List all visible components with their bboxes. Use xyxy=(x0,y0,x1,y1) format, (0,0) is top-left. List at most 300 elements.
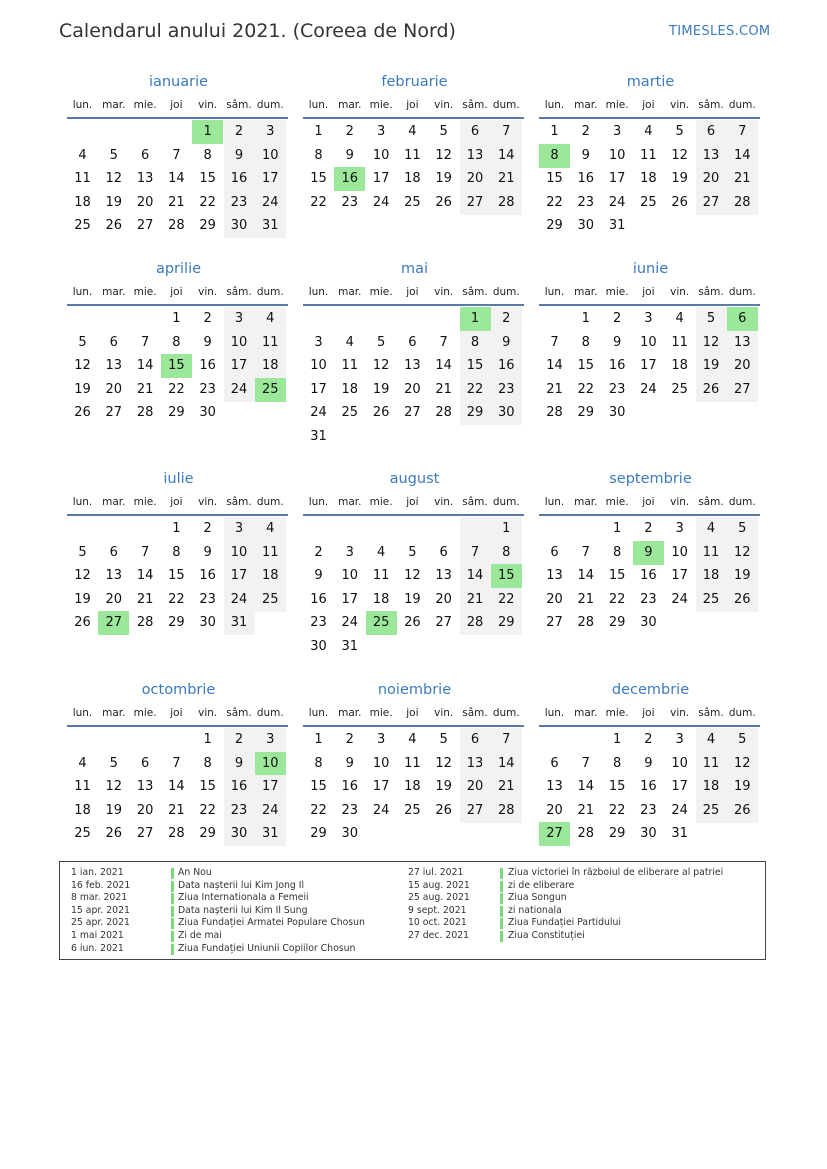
day-cell: 14 xyxy=(491,144,522,168)
day-cell: 16 xyxy=(640,568,657,584)
legend-marker xyxy=(171,893,174,904)
day-cell: 1 xyxy=(491,517,522,541)
day-cell: 18 xyxy=(255,564,286,588)
day-cell: 19 xyxy=(74,381,91,397)
weekday-label: dum. xyxy=(728,496,756,508)
day-cell: 8 xyxy=(581,334,590,350)
holiday-day-cell: 1 xyxy=(460,307,491,331)
day-cell: 17 xyxy=(372,171,390,187)
weekday-label: mar. xyxy=(574,496,598,508)
day-cell: 1 xyxy=(612,732,622,747)
day-cell: 23 xyxy=(640,802,657,818)
weekday-label: vin. xyxy=(434,496,454,508)
day-cell: 25 xyxy=(404,802,421,818)
day-cell: 4 xyxy=(78,755,87,771)
day-cell: 2 xyxy=(203,521,212,536)
day-cell: 19 xyxy=(727,775,758,799)
weekday-label: sâm. xyxy=(698,707,724,719)
weekday-label: mie. xyxy=(605,707,629,719)
weekday-label: joi xyxy=(642,286,655,298)
day-cell: 19 xyxy=(105,802,123,818)
weekday-label: vin. xyxy=(198,496,218,508)
weekday-label: vin. xyxy=(670,286,690,298)
day-cell: 11 xyxy=(696,541,727,565)
day-cell: 31 xyxy=(310,429,327,444)
day-cell: 6 xyxy=(109,334,118,350)
day-cell: 16 xyxy=(199,358,216,374)
holiday-day-cell: 8 xyxy=(539,144,570,168)
day-cell: 10 xyxy=(224,331,255,355)
day-cell: 18 xyxy=(74,194,91,210)
weekday-label: joi xyxy=(170,286,183,298)
weekday-label: dum. xyxy=(256,286,284,298)
day-cell: 31 xyxy=(341,639,359,654)
weekday-label: vin. xyxy=(670,496,690,508)
weekday-label: mar. xyxy=(338,707,362,719)
day-cell: 18 xyxy=(372,591,390,607)
day-cell: 6 xyxy=(550,755,559,771)
day-cell: 13 xyxy=(546,779,563,795)
day-cell: 26 xyxy=(372,405,390,421)
weekday-label: sâm. xyxy=(462,99,488,111)
day-cell: 21 xyxy=(136,381,154,397)
day-cell: 12 xyxy=(105,171,123,187)
day-cell: 7 xyxy=(172,755,181,771)
day-cell: 4 xyxy=(255,307,286,331)
legend-date: 9 sept. 2021 xyxy=(408,904,467,916)
day-cell: 17 xyxy=(224,354,255,378)
day-cell: 26 xyxy=(435,802,452,818)
day-cell: 29 xyxy=(577,405,595,421)
holiday-day-cell: 10 xyxy=(255,752,286,776)
day-cell: 10 xyxy=(671,544,688,560)
day-cell: 4 xyxy=(644,124,653,139)
month-name: noiembrie xyxy=(377,682,452,698)
day-cell: 21 xyxy=(460,588,491,612)
day-cell: 16 xyxy=(577,171,595,187)
day-cell: 14 xyxy=(168,171,185,187)
day-cell: 12 xyxy=(435,755,452,771)
day-cell: 23 xyxy=(224,799,255,823)
day-cell: 27 xyxy=(727,378,758,402)
day-cell: 22 xyxy=(460,378,491,402)
day-cell: 29 xyxy=(608,826,626,842)
weekday-label: vin. xyxy=(198,286,218,298)
weekday-label: lun. xyxy=(72,286,93,298)
legend-marker xyxy=(171,931,174,942)
day-cell: 26 xyxy=(696,378,727,402)
month-name: martie xyxy=(626,74,675,90)
weekday-label: joi xyxy=(170,707,183,719)
day-cell: 9 xyxy=(581,147,590,163)
legend-marker xyxy=(171,944,174,955)
weekday-label: sâm. xyxy=(226,286,252,298)
day-cell: 30 xyxy=(341,826,359,842)
weekday-label: vin. xyxy=(198,707,218,719)
weekday-label: dum. xyxy=(492,99,520,111)
weekday-label: lun. xyxy=(72,496,93,508)
day-cell: 1 xyxy=(172,311,181,326)
day-cell: 8 xyxy=(172,334,181,350)
day-cell: 30 xyxy=(224,822,255,846)
header-divider xyxy=(539,304,760,306)
weekday-label: dum. xyxy=(256,707,284,719)
site-link[interactable]: TIMESLES.COM xyxy=(669,24,771,39)
day-cell: 20 xyxy=(546,802,563,818)
day-cell: 8 xyxy=(314,147,323,163)
weekday-label: lun. xyxy=(544,99,565,111)
day-cell: 6 xyxy=(439,544,448,560)
day-cell: 27 xyxy=(546,615,563,631)
day-cell: 24 xyxy=(341,615,359,631)
day-cell: 25 xyxy=(640,194,657,210)
legend-marker xyxy=(171,906,174,917)
weekday-label: lun. xyxy=(544,286,565,298)
weekday-label: mie. xyxy=(605,286,629,298)
weekday-label: sâm. xyxy=(698,496,724,508)
legend-holiday-name: Ziua Songun xyxy=(508,892,567,904)
day-cell: 15 xyxy=(546,171,563,187)
day-cell: 19 xyxy=(74,591,91,607)
weekday-label: mie. xyxy=(133,286,157,298)
day-cell: 11 xyxy=(404,755,421,771)
weekday-label: dum. xyxy=(728,286,756,298)
legend-date: 27 iul. 2021 xyxy=(408,867,464,878)
day-cell: 17 xyxy=(341,591,359,607)
day-cell: 5 xyxy=(439,124,448,139)
day-cell: 15 xyxy=(608,779,626,795)
day-cell: 30 xyxy=(577,218,595,234)
legend-date: 25 aug. 2021 xyxy=(408,892,470,904)
day-cell: 13 xyxy=(105,358,123,374)
day-cell: 7 xyxy=(491,728,522,752)
day-cell: 16 xyxy=(640,779,657,795)
weekday-label: dum. xyxy=(256,99,284,111)
page-title: Calendarul anului 2021. (Coreea de Nord) xyxy=(59,20,456,42)
day-cell: 21 xyxy=(577,802,595,818)
day-cell: 17 xyxy=(372,779,390,795)
day-cell: 24 xyxy=(671,802,688,818)
day-cell: 12 xyxy=(372,358,390,374)
weekday-label: sâm. xyxy=(462,286,488,298)
day-cell: 25 xyxy=(404,194,421,210)
day-cell: 28 xyxy=(136,615,154,631)
day-cell: 14 xyxy=(168,779,185,795)
day-cell: 27 xyxy=(460,191,491,215)
day-cell: 22 xyxy=(491,588,522,612)
day-cell: 6 xyxy=(109,544,118,560)
header-divider xyxy=(303,514,524,516)
day-cell: 3 xyxy=(376,124,386,139)
weekday-label: joi xyxy=(406,99,419,111)
day-cell: 20 xyxy=(136,802,154,818)
day-cell: 25 xyxy=(74,218,91,234)
day-cell: 22 xyxy=(199,802,216,818)
day-cell: 17 xyxy=(255,167,286,191)
day-cell: 7 xyxy=(439,334,448,350)
weekday-label: sâm. xyxy=(698,99,724,111)
day-cell: 13 xyxy=(105,568,123,584)
weekday-label: joi xyxy=(406,496,419,508)
day-cell: 27 xyxy=(435,615,452,631)
day-cell: 4 xyxy=(696,517,727,541)
day-cell: 31 xyxy=(671,826,688,842)
day-cell: 23 xyxy=(608,381,626,397)
month-name: mai xyxy=(400,261,429,277)
holiday-day-cell: 27 xyxy=(539,822,570,846)
legend-date: 8 mar. 2021 xyxy=(71,892,128,904)
weekday-label: dum. xyxy=(728,707,756,719)
day-cell: 29 xyxy=(608,615,626,631)
legend-holiday-name: Data nașterii lui Kim Il Sung xyxy=(178,904,308,916)
day-cell: 26 xyxy=(105,826,123,842)
day-cell: 12 xyxy=(727,752,758,776)
day-cell: 31 xyxy=(255,214,286,238)
weekday-label: lun. xyxy=(544,496,565,508)
day-cell: 28 xyxy=(577,615,595,631)
day-cell: 12 xyxy=(671,147,688,163)
legend-marker xyxy=(500,881,503,892)
day-cell: 19 xyxy=(372,381,390,397)
day-cell: 11 xyxy=(255,541,286,565)
day-cell: 9 xyxy=(345,147,354,163)
day-cell: 17 xyxy=(310,381,327,397)
day-cell: 16 xyxy=(224,167,255,191)
day-cell: 21 xyxy=(435,381,452,397)
day-cell: 22 xyxy=(168,591,185,607)
weekday-label: mar. xyxy=(102,496,126,508)
weekday-label: mar. xyxy=(574,707,598,719)
day-cell: 2 xyxy=(581,124,590,139)
day-cell: 3 xyxy=(224,307,255,331)
day-cell: 8 xyxy=(612,544,622,560)
legend-holiday-name: Ziua Fundației Armatei Populare Chosun xyxy=(178,917,365,929)
day-cell: 29 xyxy=(199,826,216,842)
day-cell: 10 xyxy=(224,541,255,565)
day-cell: 19 xyxy=(696,354,727,378)
header-divider xyxy=(539,117,760,119)
weekday-label: mar. xyxy=(338,286,362,298)
day-cell: 17 xyxy=(640,358,657,374)
day-cell: 25 xyxy=(696,588,727,612)
day-cell: 8 xyxy=(314,755,323,771)
weekday-label: mie. xyxy=(605,99,629,111)
legend-holiday-name: Data nașterii lui Kim Jong Il xyxy=(178,879,305,891)
day-cell: 5 xyxy=(109,755,118,771)
holiday-day-cell: 6 xyxy=(727,307,758,331)
legend-marker xyxy=(500,918,503,929)
weekday-label: vin. xyxy=(434,286,454,298)
day-cell: 3 xyxy=(644,311,653,326)
day-cell: 24 xyxy=(372,194,390,210)
weekday-label: mie. xyxy=(369,496,393,508)
day-cell: 18 xyxy=(640,171,657,187)
day-cell: 19 xyxy=(671,171,688,187)
day-cell: 11 xyxy=(671,334,688,350)
day-cell: 11 xyxy=(372,568,390,584)
day-cell: 3 xyxy=(255,728,286,752)
day-cell: 13 xyxy=(460,752,491,776)
day-cell: 13 xyxy=(460,144,491,168)
holiday-day-cell: 25 xyxy=(366,611,397,635)
legend-date: 16 feb. 2021 xyxy=(71,879,131,891)
month-name: iunie xyxy=(632,261,669,277)
day-cell: 8 xyxy=(460,331,491,355)
day-cell: 15 xyxy=(168,568,185,584)
weekday-label: sâm. xyxy=(226,496,252,508)
weekday-label: mar. xyxy=(338,496,362,508)
day-cell: 18 xyxy=(255,354,286,378)
header-divider xyxy=(67,117,288,119)
day-cell: 15 xyxy=(460,354,491,378)
day-cell: 24 xyxy=(224,588,255,612)
weekday-label: vin. xyxy=(670,707,690,719)
weekday-label: joi xyxy=(642,496,655,508)
header-divider xyxy=(67,514,288,516)
weekday-label: mie. xyxy=(369,286,393,298)
header-divider xyxy=(539,514,760,516)
weekday-label: lun. xyxy=(72,99,93,111)
holiday-day-cell: 15 xyxy=(491,564,522,588)
day-cell: 9 xyxy=(345,755,354,771)
day-cell: 11 xyxy=(74,171,91,187)
day-cell: 21 xyxy=(136,591,154,607)
day-cell: 16 xyxy=(491,354,522,378)
day-cell: 8 xyxy=(491,541,522,565)
day-cell: 14 xyxy=(491,752,522,776)
weekday-label: lun. xyxy=(544,707,565,719)
day-cell: 25 xyxy=(671,381,688,397)
day-cell: 3 xyxy=(314,334,323,350)
day-cell: 23 xyxy=(341,802,359,818)
weekday-label: joi xyxy=(170,496,183,508)
weekday-label: mar. xyxy=(102,286,126,298)
day-cell: 30 xyxy=(199,405,216,421)
day-cell: 14 xyxy=(546,358,563,374)
holiday-day-cell: 25 xyxy=(255,378,286,402)
day-cell: 3 xyxy=(675,521,684,536)
day-cell: 20 xyxy=(105,381,123,397)
day-cell: 16 xyxy=(310,591,327,607)
day-cell: 13 xyxy=(546,568,563,584)
day-cell: 28 xyxy=(491,799,522,823)
day-cell: 2 xyxy=(612,311,622,326)
day-cell: 9 xyxy=(491,331,522,355)
day-cell: 16 xyxy=(199,568,216,584)
weekday-label: mie. xyxy=(133,496,157,508)
day-cell: 20 xyxy=(546,591,563,607)
legend-marker xyxy=(171,868,174,879)
day-cell: 1 xyxy=(314,124,323,139)
day-cell: 1 xyxy=(203,732,212,747)
day-cell: 24 xyxy=(224,378,255,402)
day-cell: 4 xyxy=(78,147,87,163)
day-cell: 26 xyxy=(435,194,452,210)
day-cell: 10 xyxy=(640,334,657,350)
day-cell: 2 xyxy=(644,521,653,536)
weekday-label: lun. xyxy=(308,707,329,719)
month-name: ianuarie xyxy=(148,74,209,90)
day-cell: 7 xyxy=(140,544,150,560)
day-cell: 3 xyxy=(255,120,286,144)
day-cell: 13 xyxy=(136,171,154,187)
day-cell: 12 xyxy=(404,568,421,584)
weekday-label: lun. xyxy=(72,707,93,719)
day-cell: 2 xyxy=(314,544,323,560)
day-cell: 20 xyxy=(136,194,154,210)
day-cell: 26 xyxy=(727,799,758,823)
day-cell: 12 xyxy=(696,331,727,355)
day-cell: 22 xyxy=(608,591,626,607)
day-cell: 6 xyxy=(460,728,491,752)
day-cell: 9 xyxy=(644,755,653,771)
weekday-label: sâm. xyxy=(462,707,488,719)
weekday-label: lun. xyxy=(308,496,329,508)
day-cell: 17 xyxy=(671,779,688,795)
day-cell: 30 xyxy=(640,826,657,842)
day-cell: 28 xyxy=(460,611,491,635)
day-cell: 5 xyxy=(78,544,87,560)
day-cell: 13 xyxy=(136,779,154,795)
weekday-label: mie. xyxy=(605,496,629,508)
day-cell: 7 xyxy=(581,544,590,560)
day-cell: 24 xyxy=(372,802,390,818)
day-cell: 21 xyxy=(491,167,522,191)
day-cell: 21 xyxy=(491,775,522,799)
day-cell: 19 xyxy=(404,591,421,607)
day-cell: 12 xyxy=(435,147,452,163)
day-cell: 6 xyxy=(408,334,417,350)
day-cell: 23 xyxy=(310,615,327,631)
day-cell: 16 xyxy=(341,779,359,795)
day-cell: 3 xyxy=(345,544,354,560)
day-cell: 31 xyxy=(255,822,286,846)
day-cell: 9 xyxy=(314,568,323,584)
day-cell: 14 xyxy=(136,568,154,584)
day-cell: 22 xyxy=(310,802,327,818)
day-cell: 21 xyxy=(727,167,758,191)
day-cell: 5 xyxy=(78,334,87,350)
day-cell: 28 xyxy=(168,826,185,842)
day-cell: 25 xyxy=(74,826,91,842)
legend-date: 15 apr. 2021 xyxy=(71,904,130,916)
header-divider xyxy=(67,725,288,727)
legend-holiday-name: Ziua Fundației Uniunii Copiilor Chosun xyxy=(178,942,356,954)
day-cell: 27 xyxy=(136,218,154,234)
legend-holiday-name: Ziua Constituției xyxy=(508,930,585,941)
day-cell: 18 xyxy=(341,381,359,397)
weekday-label: mar. xyxy=(574,99,598,111)
day-cell: 23 xyxy=(640,591,657,607)
month-name: decembrie xyxy=(611,682,690,698)
legend-date: 10 oct. 2021 xyxy=(408,917,467,929)
day-cell: 30 xyxy=(640,615,657,631)
day-cell: 23 xyxy=(491,378,522,402)
day-cell: 27 xyxy=(460,799,491,823)
day-cell: 3 xyxy=(675,732,684,747)
day-cell: 14 xyxy=(136,358,154,374)
day-cell: 6 xyxy=(460,120,491,144)
day-cell: 5 xyxy=(376,334,386,350)
day-cell: 2 xyxy=(224,120,255,144)
day-cell: 28 xyxy=(491,191,522,215)
weekday-label: mie. xyxy=(369,707,393,719)
day-cell: 20 xyxy=(696,167,727,191)
day-cell: 26 xyxy=(105,218,123,234)
weekday-label: dum. xyxy=(492,707,520,719)
legend-date: 1 ian. 2021 xyxy=(71,867,124,878)
month-name: august xyxy=(389,471,440,487)
